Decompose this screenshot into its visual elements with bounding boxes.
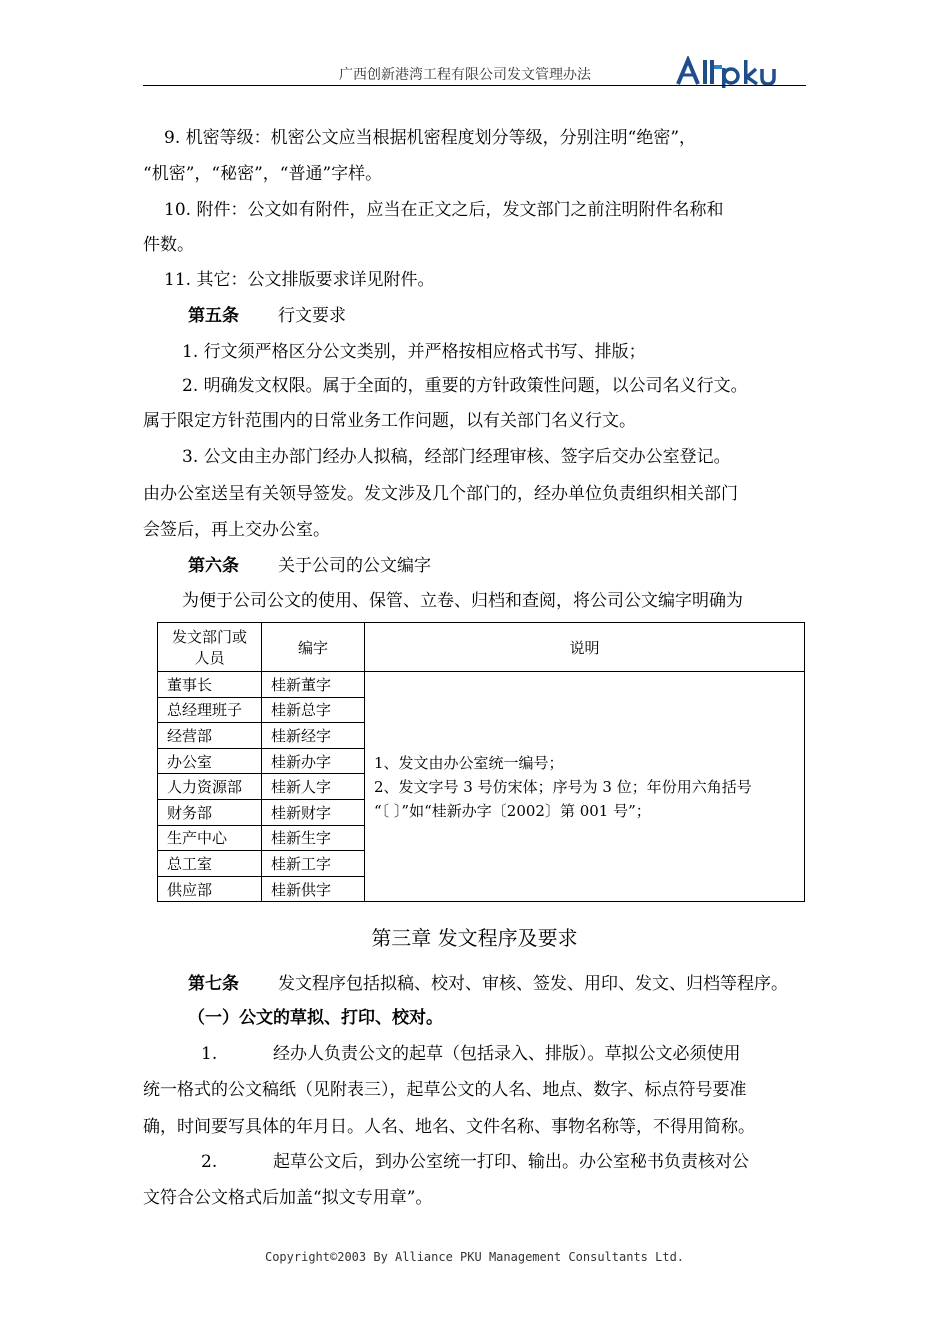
dept-cell: 人力资源部 (158, 774, 262, 800)
code-cell: 桂新供字 (262, 876, 365, 902)
dept-cell: 经营部 (158, 723, 262, 749)
draft-1-line-2: 统一格式的公文稿纸（见附表三），起草公文的人名、地点、数字、标点符号要准 (143, 1080, 747, 1100)
running-header-title: 广西创新港湾工程有限公司发文管理办法 (339, 67, 591, 83)
item-9-line-2: “机密”，“秘密”，“普通”字样。 (143, 164, 383, 184)
dept-cell: 财务部 (158, 799, 262, 825)
dept-cell: 总工室 (158, 851, 262, 877)
section-1-heading: （一）公文的草拟、打印、校对。 (188, 1008, 443, 1028)
dept-cell: 董事长 (158, 672, 262, 698)
code-cell: 桂新工字 (262, 851, 365, 877)
dept-cell: 总经理班子 (158, 697, 262, 723)
draft-2-number: 2. (201, 1152, 218, 1172)
code-cell: 桂新生字 (262, 825, 365, 851)
chapter-3-heading: 第三章 发文程序及要求 (371, 926, 578, 950)
item-9-line-1: 9. 机密等级：机密公文应当根据机密程度划分等级，分别注明“绝密”， (164, 128, 697, 148)
header-rule (143, 85, 806, 86)
header-department: 发文部门或人员 (158, 623, 262, 672)
article-7-text: 发文程序包括拟稿、校对、审核、签发、用印、发文、归档等程序。 (278, 974, 788, 994)
rule-3-line-2: 由办公室送呈有关领导签发。发文涉及几个部门的，经办单位负责组织相关部门 (143, 484, 738, 504)
dept-cell: 供应部 (158, 876, 262, 902)
article-6-title: 关于公司的公文编字 (278, 556, 431, 576)
rule-2-line-2: 属于限定方针范围内的日常业务工作问题，以有关部门名义行文。 (143, 411, 636, 431)
rule-2-line-1: 2. 明确发文权限。属于全面的，重要的方针政策性问题，以公司名义行文。 (182, 376, 748, 396)
dept-cell: 办公室 (158, 748, 262, 774)
code-cell: 桂新财字 (262, 799, 365, 825)
article-5-label: 第五条 (188, 306, 239, 326)
dept-cell: 生产中心 (158, 825, 262, 851)
rule-3-line-3: 会签后，再上交办公室。 (143, 520, 330, 540)
copyright-footer: Copyright©2003 By Alliance PKU Management Consultants Ltd. (264, 1250, 685, 1264)
note-line: 1、发文由办公室统一编号； (374, 753, 564, 772)
draft-1-number: 1. (201, 1044, 218, 1064)
note-line: “〔 〕”如“桂新办字〔2002〕第 001 号”； (374, 801, 651, 820)
draft-2-line-1: 起草公文后，到办公室统一打印、输出。办公室秘书负责核对公 (273, 1152, 749, 1172)
code-cell: 桂新办字 (262, 748, 365, 774)
header-code: 编字 (262, 623, 365, 672)
article-5-title: 行文要求 (278, 306, 346, 326)
item-10-line-1: 10. 附件：公文如有附件，应当在正文之后，发文部门之前注明附件名称和 (164, 200, 724, 220)
header-description: 说明 (365, 623, 805, 672)
document-code-table (157, 622, 805, 902)
article-6-label: 第六条 (188, 556, 239, 576)
note-line: 2、发文字号 3 号仿宋体；序号为 3 位；年份用六角括号 (374, 777, 752, 796)
item-10-line-2: 件数。 (143, 235, 194, 255)
table-header-row (158, 623, 805, 672)
rule-1: 1. 行文须严格区分公文类别，并严格按相应格式书写、排版； (182, 342, 646, 362)
description-cell (365, 672, 805, 902)
draft-1-line-3: 确，时间要写具体的年月日。人名、地名、文件名称、事物名称等，不得用简称。 (143, 1117, 755, 1137)
table-row (158, 672, 805, 698)
code-cell: 桂新董字 (262, 672, 365, 698)
rule-3-line-1: 3. 公文由主办部门经办人拟稿，经部门经理审核、签字后交办公室登记。 (182, 447, 731, 467)
code-cell: 桂新人字 (262, 774, 365, 800)
article-7-label: 第七条 (188, 974, 239, 994)
draft-2-line-2: 文符合公文格式后加盖“拟文专用章”。 (143, 1188, 433, 1208)
item-11: 11. 其它：公文排版要求详见附件。 (164, 270, 435, 290)
code-cell: 桂新经字 (262, 723, 365, 749)
draft-1-line-1: 经办人负责公文的起草（包括录入、排版）。草拟公文必须使用 (273, 1044, 741, 1064)
article-6-intro: 为便于公司公文的使用、保管、立卷、归档和查阅，将公司公文编字明确为 (182, 591, 743, 611)
code-cell: 桂新总字 (262, 697, 365, 723)
